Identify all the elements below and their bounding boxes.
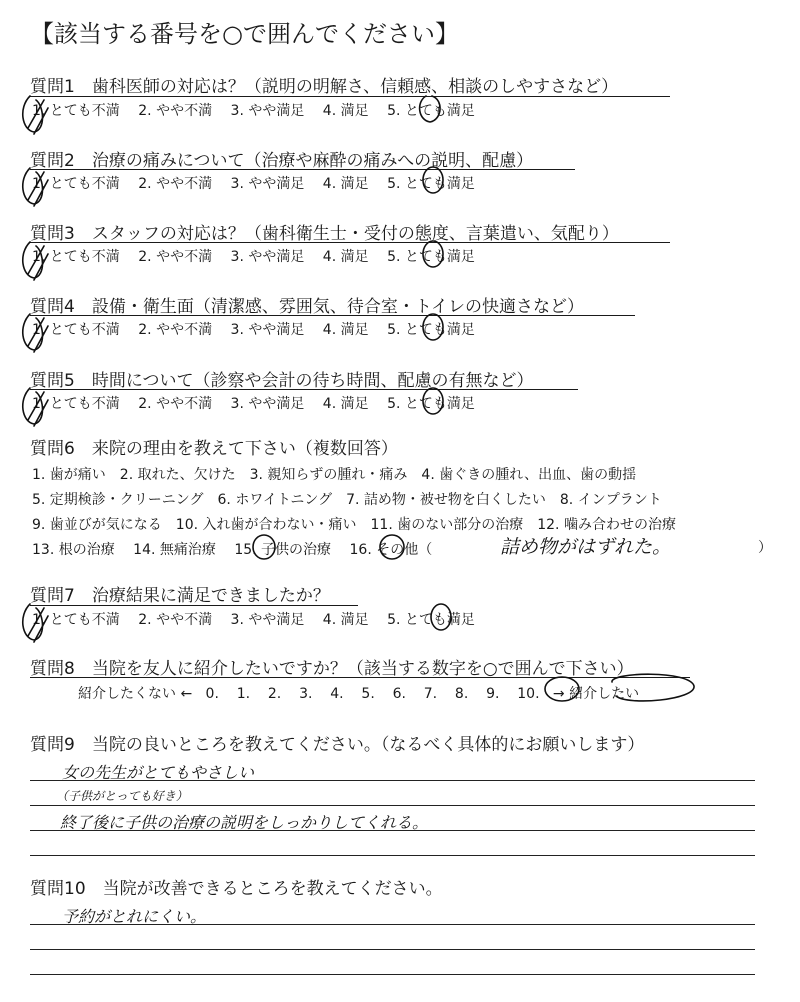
q6-row-4 (32, 539, 432, 559)
q8-left-label: 紹介したくない ← (78, 686, 193, 702)
q5-option-4[interactable]: 4. 満足 (322, 396, 369, 412)
q9-answer-line-3[interactable]: 終了後に子供の治療の説明をしっかりしてくれる。 (60, 813, 429, 832)
survey-title: 【該当する番号を○で囲んでください】 (30, 20, 459, 48)
q2-option-3[interactable]: 3. やや満足 (230, 176, 305, 192)
q7-option-3[interactable]: 3. やや満足 (230, 612, 305, 628)
q7-option-2[interactable]: 2. やや不満 (138, 612, 213, 628)
q3-option-1[interactable]: 1. とても不満 (32, 249, 120, 265)
q2-option-1[interactable]: 1. とても不満 (32, 176, 120, 192)
q3-option-3[interactable]: 3. やや満足 (230, 249, 305, 265)
q4-option-1[interactable]: 1. とても不満 (32, 322, 120, 338)
q8-num-10[interactable]: 10. (517, 686, 540, 702)
q5-options (32, 393, 475, 413)
q8-num-2[interactable]: 2. (267, 686, 282, 702)
question-3-label: 質問3 スタッフの対応は？（歯科衛生士・受付の態度、言葉遣い、気配り） (30, 224, 619, 244)
question-7-label: 質問7 治療結果に満足できましたか？ (30, 586, 330, 606)
q9-answer-line-1[interactable]: 女の先生がとてもやさしい (62, 763, 255, 782)
q10-answer-rule (30, 974, 755, 975)
q1-option-1[interactable]: 1. とても不満 (32, 103, 120, 119)
q8-num-5[interactable]: 5. (361, 686, 375, 702)
q10-answer-line-1[interactable]: 予約がとれにくい。 (62, 907, 207, 926)
q3-option-4[interactable]: 4. 満足 (322, 249, 369, 265)
q6-other-close-paren: ） (758, 540, 772, 556)
q1-option-2[interactable]: 2. やや不満 (138, 103, 213, 119)
q9-answer-line-2[interactable]: （子供がとっても好き） (56, 789, 188, 803)
q7-options (32, 609, 475, 629)
q1-option-5[interactable]: 5. とても満足 (387, 103, 475, 119)
q4-option-3[interactable]: 3. やや満足 (230, 322, 305, 338)
q5-option-5[interactable]: 5. とても満足 (387, 396, 475, 412)
q10-answer-rule (30, 949, 755, 950)
q8-scale (78, 683, 639, 703)
q4-option-5[interactable]: 5. とても満足 (387, 322, 475, 338)
q9-answer-rule (30, 780, 755, 781)
q6-row-1[interactable]: 1. 歯が痛い 2. 取れた、欠けた 3. 親知らずの腫れ・痛み 4. 歯ぐきの腫れ、出血、歯の動揺 (32, 467, 637, 483)
q6-option-14[interactable]: 14. 無痛治療 (133, 542, 216, 558)
q8-num-4[interactable]: 4. (330, 686, 344, 702)
q5-option-3[interactable]: 3. やや満足 (230, 396, 305, 412)
q3-option-5[interactable]: 5. とても満足 (387, 249, 475, 265)
question-10-label: 質問10 当院が改善できるところを教えてください。 (30, 879, 443, 899)
q5-option-1[interactable]: 1. とても不満 (32, 396, 120, 412)
q4-options (32, 319, 475, 339)
q6-row-3[interactable]: 9. 歯並びが気になる 10. 入れ歯が合わない・痛い 11. 歯のない部分の治療 12. 噛み合わせの治療 (32, 517, 676, 533)
q8-right-label: → 紹介したい (552, 686, 640, 702)
q4-option-4[interactable]: 4. 満足 (322, 322, 369, 338)
q2-option-5[interactable]: 5. とても満足 (387, 176, 475, 192)
q8-num-0[interactable]: 0. (205, 686, 219, 702)
question-1-label: 質問1 歯科医師の対応は？（説明の明解さ、信頼感、相談のしやすさなど） (30, 77, 619, 97)
q2-option-2[interactable]: 2. やや不満 (138, 176, 213, 192)
q8-num-1[interactable]: 1. (236, 686, 251, 702)
q9-answer-rule (30, 805, 755, 806)
q10-answer-rule (30, 924, 755, 925)
q2-option-4[interactable]: 4. 満足 (322, 176, 369, 192)
question-5-label: 質問5 時間について（診察や会計の待ち時間、配慮の有無など） (30, 371, 534, 391)
q6-option-15[interactable]: 15. 子供の治療 (234, 542, 332, 558)
q1-option-3[interactable]: 3. やや満足 (230, 103, 305, 119)
question-9-label: 質問9 当院の良いところを教えてください。（なるべく具体的にお願いします） (30, 735, 645, 755)
q5-option-2[interactable]: 2. やや不満 (138, 396, 213, 412)
q6-option-13[interactable]: 13. 根の治療 (32, 542, 115, 558)
q6-option-16[interactable]: 16. その他（ (349, 542, 433, 558)
q8-num-6[interactable]: 6. (392, 686, 406, 702)
q4-option-2[interactable]: 2. やや不満 (138, 322, 213, 338)
q9-answer-rule (30, 855, 755, 856)
q8-num-7[interactable]: 7. (423, 686, 438, 702)
q7-option-4[interactable]: 4. 満足 (322, 612, 369, 628)
q7-option-5[interactable]: 5. とても満足 (387, 612, 475, 628)
q9-answer-rule (30, 830, 755, 831)
q1-option-4[interactable]: 4. 満足 (322, 103, 369, 119)
q2-options (32, 173, 475, 193)
question-2-label: 質問2 治療の痛みについて（治療や麻酔の痛みへの説明、配慮） (30, 151, 534, 171)
q8-num-8[interactable]: 8. (454, 686, 469, 702)
question-8-label: 質問8 当院を友人に紹介したいですか？（該当する数字を○で囲んで下さい） (30, 659, 634, 679)
q7-option-1[interactable]: 1. とても不満 (32, 612, 120, 628)
q6-other-answer[interactable]: 詰め物がはずれた。 (500, 536, 672, 558)
q6-row-2[interactable]: 5. 定期検診・クリーニング 6. ホワイトニング 7. 詰め物・被せ物を白くしたい 8. インプラント (32, 492, 662, 508)
q3-options (32, 246, 475, 266)
question-4-label: 質問4 設備・衛生面（清潔感、雰囲気、待合室・トイレの快適さなど） (30, 297, 584, 317)
q8-num-3[interactable]: 3. (299, 686, 313, 702)
question-6-label: 質問6 来院の理由を教えて下さい（複数回答） (30, 439, 398, 459)
q3-option-2[interactable]: 2. やや不満 (138, 249, 213, 265)
q1-options (32, 100, 475, 120)
q8-num-9[interactable]: 9. (486, 686, 500, 702)
